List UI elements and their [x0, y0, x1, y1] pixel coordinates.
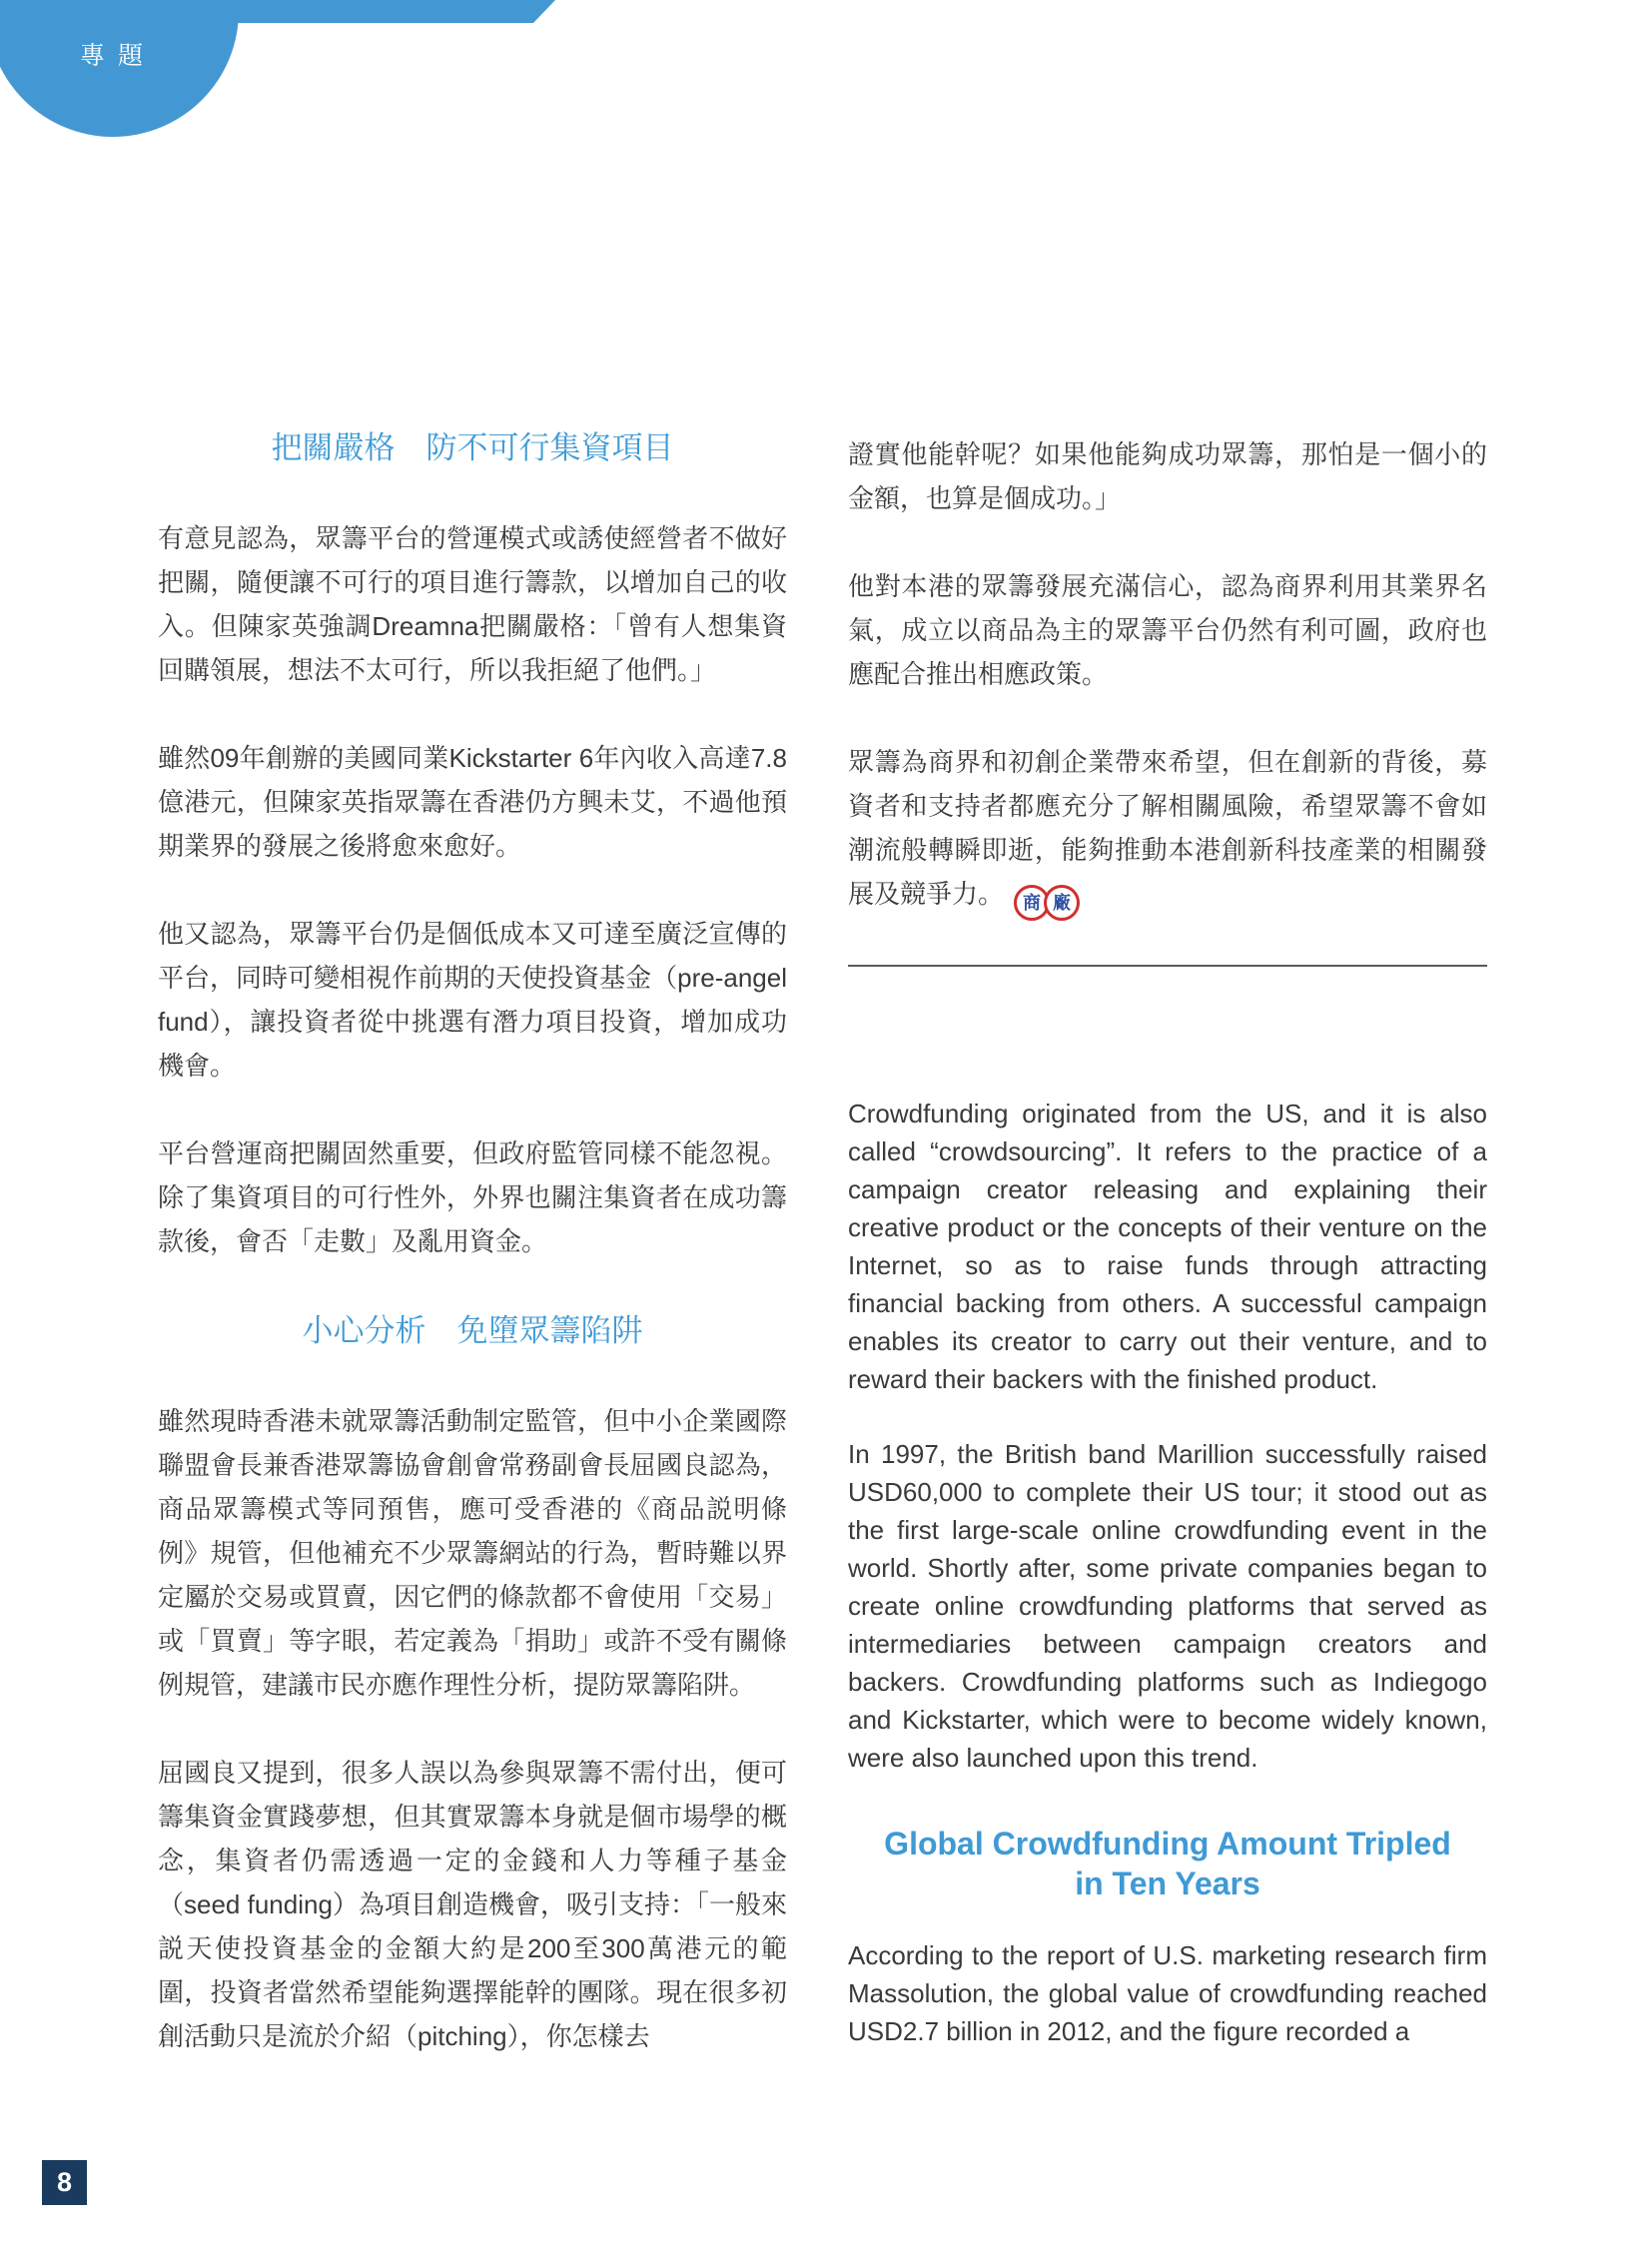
left-column	[158, 402, 787, 2102]
cma-seal-endmark-icon	[1014, 885, 1080, 921]
cn-paragraph	[848, 740, 1487, 921]
page-number: 8	[42, 2160, 87, 2205]
cn-paragraph: 他對本港的眾籌發展充滿信心，認為商界利用其業界名氣，成立以商品為主的眾籌平台仍然有利可圖，政府也應配合推出相應政策。	[848, 571, 1487, 689]
en-paragraph: In 1997, the British band Marillion successfully raised USD60,000 to complete their US tour; it stood out as the first large-scale online crowdfunding event in the world. Shortly after, some private companies began to create online crowdfunding platforms that served as intermediaries between campaign creators and backers. Crowdfunding platforms such as Indiegogo and Kickstarter, which were to become widely known, were also launched upon this trend.	[848, 1439, 1487, 1773]
section-tag: 專題	[80, 42, 157, 70]
cn-paragraph: 平台營運商把關固然重要，但政府監管同樣不能忽視。除了集資項目的可行性外，外界也關注集資者在成功籌款後，會否「走數」及亂用資金。	[158, 1138, 787, 1256]
cn-paragraph: 他又認為，眾籌平台仍是個低成本又可達至廣泛宣傳的平台，同時可變相視作前期的天使投資基金（pre-angel fund），讓投資者從中挑選有潛力項目投資，增加成功機會。	[158, 919, 787, 1081]
en-heading-line1: Global Crowdfunding Amount Tripled	[884, 1826, 1451, 1862]
article-heading-en	[848, 1824, 1487, 1903]
en-paragraph: Crowdfunding originated from the US, and it is also called “crowdsourcing”. It refers to the practice of a campaign creator releasing and explaining their creative product or the concepts of their venture on the Internet, so as to raise funds through attracting financial backing from others. A successful campaign enables its creator to carry out their venture, and to reward their backers with the finished product.	[848, 1099, 1487, 1394]
cn-paragraph: 證實他能幹呢？如果他能夠成功眾籌，那怕是一個小的金額，也算是個成功。」	[848, 439, 1487, 513]
seal-left-icon: 商	[1014, 885, 1050, 921]
seal-right-icon: 廠	[1044, 885, 1080, 921]
section-divider	[848, 965, 1487, 967]
cn-paragraph: 雖然09年創辦的美國同業Kickstarter 6年內收入高達7.8億港元，但陳家英指眾籌在香港仍方興未艾，不過他預期業界的發展之後將愈來愈好。	[158, 743, 787, 861]
en-heading-line2: in Ten Years	[1075, 1866, 1260, 1901]
article-heading-cn-2: 小心分析 免墮眾籌陷阱	[302, 1313, 643, 1348]
right-column	[848, 432, 1487, 2087]
cn-paragraph: 雖然現時香港未就眾籌活動制定監管，但中小企業國際聯盟會長兼香港眾籌協會創會常務副會長屈國良認為，商品眾籌模式等同預售，應可受香港的《商品説明條例》規管，但他補充不少眾籌網站的行為，暫時難以界定屬於交易或買賣，因它們的條款都不會使用「交易」或「買賣」等字眼，若定義為「捐助」或許不受有關條例規管，建議市民亦應作理性分析，提防眾籌陷阱。	[158, 1406, 787, 1700]
cn-paragraph: 有意見認為，眾籌平台的營運模式或誘使經營者不做好把關，隨便讓不可行的項目進行籌款，以增加自己的收入。但陳家英強調Dreamna把關嚴格：「曾有人想集資回購領展，想法不太可行，所以我拒絕了他們。」	[158, 523, 787, 685]
en-paragraph: According to the report of U.S. marketing research firm Massolution, the global value of crowdfunding reached USD2.7 billion in 2012, and the figure recorded a	[848, 1940, 1487, 2046]
article-heading-cn-1: 把關嚴格 防不可行集資項目	[271, 430, 674, 465]
cn-paragraph: 屈國良又提到，很多人誤以為參與眾籌不需付出，便可籌集資金實踐夢想，但其實眾籌本身就是個市場學的概念，集資者仍需透過一定的金錢和人力等種子基金（seed funding）為項目創造機會，吸引支持：「一般來説天使投資基金的金額大約是200至300萬港元的範圍，投資者當然希望能夠選擇能幹的團隊。現在很多初創活動只是流於介紹（pitching），你怎樣去	[158, 1758, 787, 2051]
cn-paragraph-text: 眾籌為商界和初創企業帶來希望，但在創新的背後，募資者和支持者都應充分了解相關風險，希望眾籌不會如潮流般轉瞬即逝，能夠推動本港創新科技產業的相關發展及競爭力。	[848, 747, 1487, 909]
